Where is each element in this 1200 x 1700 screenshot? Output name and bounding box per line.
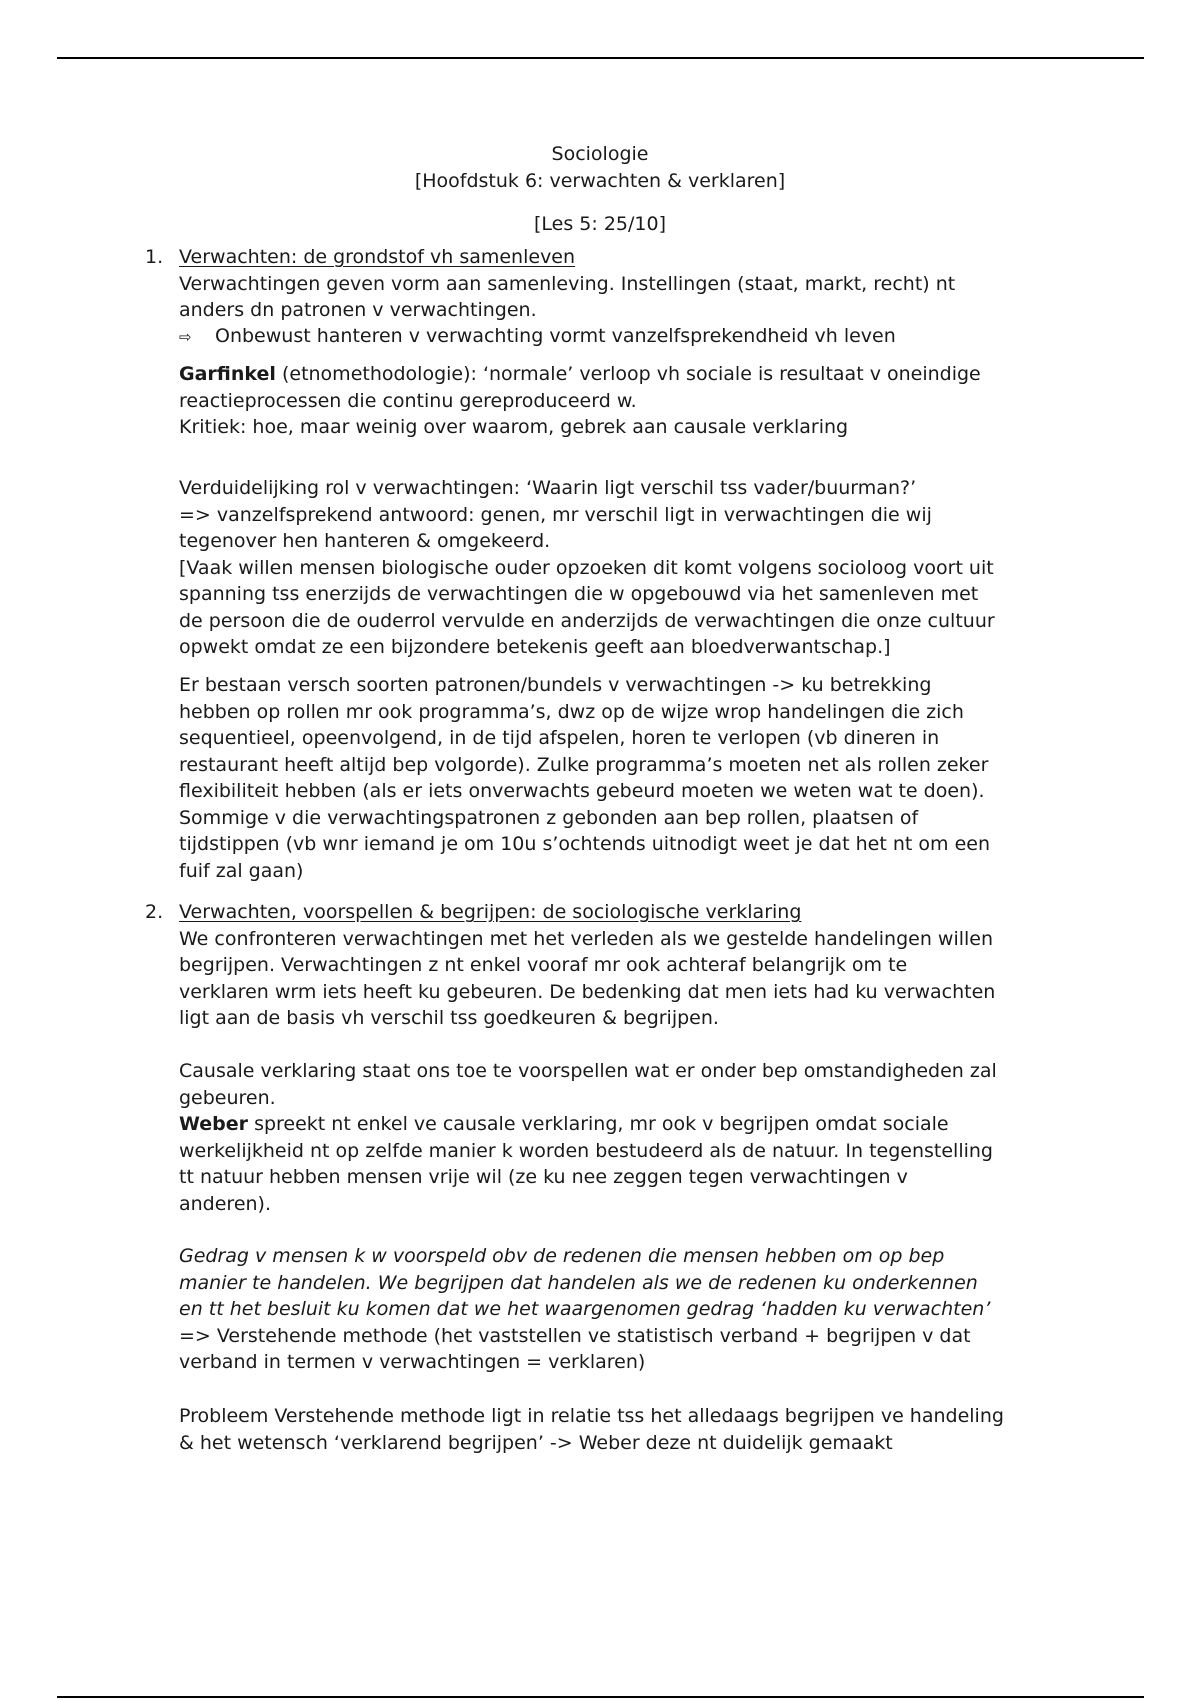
paragraph-line: reactieprocessen die continu gereproduceerd w. bbox=[179, 389, 637, 412]
section-2 bbox=[145, 899, 1079, 1032]
paragraph-line: (etnomethodologie): ‘normale’ verloop vh sociale is resultaat v oneindige bbox=[275, 363, 981, 385]
section-1 bbox=[145, 244, 1079, 324]
paragraph-line: hebben op rollen mr ook programma’s, dwz op de wijze wrop handelingen die zich bbox=[179, 700, 964, 723]
section-2-heading: Verwachten, voorspellen & begrijpen: de sociologische verklaring bbox=[179, 901, 802, 923]
italic-line: manier te handelen. We begrijpen dat handelen als we de redenen ku onderkennen bbox=[179, 1271, 978, 1294]
section-1-number: 1. bbox=[145, 246, 164, 268]
chapter-heading: [Hoofdstuk 6: verwachten & verklaren] bbox=[414, 170, 786, 192]
paragraph-line: gebeuren. bbox=[179, 1086, 276, 1109]
paragraph-line: verband in termen v verwachtingen = verklaren) bbox=[179, 1351, 646, 1373]
paragraph-line: Probleem Verstehende methode ligt in relatie tss het alledaags begrijpen ve handeling bbox=[179, 1405, 1004, 1427]
bottom-rule bbox=[57, 1696, 1144, 1698]
paragraph-line: tijdstippen (vb wnr iemand je om 10u s’ochtends uitnodigt weet je dat het nt om een bbox=[179, 833, 990, 855]
paragraph-line: [Vaak willen mensen biologische ouder opzoeken dit komt volgens socioloog voort uit bbox=[179, 556, 994, 579]
top-rule bbox=[57, 57, 1144, 59]
paragraph-line: => vanzelfsprekend antwoord: genen, mr verschil ligt in verwachtingen die wij bbox=[179, 503, 932, 526]
paragraph-line: restaurant heeft altijd bep volgorde). Zulke programma’s moeten net als rollen zeker bbox=[179, 753, 989, 776]
paragraph-line: de persoon die de ouderrol vervulde en anderzijds de verwachtingen die onze cultuur bbox=[179, 609, 995, 632]
paragraph-line: Er bestaan versch soorten patronen/bundels v verwachtingen -> ku betrekking bbox=[179, 674, 932, 696]
paragraph-line: flexibiliteit hebben (als er iets onverwachts gebeurd moeten we weten wat te doen). bbox=[179, 780, 985, 802]
paragraph-line: Kritiek: hoe, maar weinig over waarom, gebrek aan causale verklaring bbox=[179, 416, 849, 438]
paragraph-line: Verduidelijking rol v verwachtingen: ‘Waarin ligt verschil tss vader/buurman?’ bbox=[179, 477, 917, 499]
paragraph-line: werkelijkheid nt op zelfde manier k worden bestudeerd als de natuur. In tegenstelling bbox=[179, 1139, 993, 1162]
garfinkel-name: Garfinkel bbox=[179, 363, 276, 385]
paragraph-line: Sommige v die verwachtingspatronen z gebonden aan bep rollen, plaatsen of bbox=[179, 806, 919, 829]
italic-line: en tt het besluit ku komen dat we het waargenomen gedrag ‘hadden ku verwachten’ bbox=[179, 1298, 991, 1320]
soorten-paragraph bbox=[179, 672, 1079, 884]
probleem-paragraph bbox=[179, 1403, 1079, 1456]
paragraph-line: Causale verklaring staat ons toe te voorspellen wat er onder bep omstandigheden zal bbox=[179, 1060, 997, 1082]
italic-line: Gedrag v mensen k w voorspeld obv de redenen die mensen hebben om op bep bbox=[179, 1245, 945, 1267]
paragraph-line: ligt aan de basis vh verschil tss goedkeuren & begrijpen. bbox=[179, 1007, 719, 1029]
paragraph-line: sequentieel, opeenvolgend, in de tijd afspelen, horen te verlopen (vb dineren in bbox=[179, 727, 940, 749]
paragraph-line: fuif zal gaan) bbox=[179, 859, 304, 882]
paragraph-line: anders dn patronen v verwachtingen. bbox=[179, 299, 537, 321]
paragraph-line: Verwachtingen geven vorm aan samenleving. Instellingen (staat, markt, recht) nt bbox=[179, 272, 956, 295]
arrow-bullet bbox=[179, 323, 1079, 351]
paragraph-line: tegenover hen hanteren & omgekeerd. bbox=[179, 530, 551, 552]
weber-name: Weber bbox=[179, 1113, 249, 1135]
causaal-paragraph bbox=[179, 1058, 1079, 1217]
paragraph-line: opwekt omdat ze een bijzondere betekenis geeft aan bloedverwantschap.] bbox=[179, 636, 891, 658]
gedrag-paragraph bbox=[179, 1243, 1079, 1376]
rol-paragraph bbox=[179, 475, 1079, 661]
paragraph-line: verklaren wrm iets heeft ku gebeuren. De bedenking dat men iets had ku verwachten bbox=[179, 980, 996, 1003]
paragraph-line: => Verstehende methode (het vaststellen ve statistisch verband + begrijpen v dat bbox=[179, 1324, 971, 1347]
paragraph-line: begrijpen. Verwachtingen z nt enkel vooraf mr ook achteraf belangrijk om te bbox=[179, 954, 908, 976]
paragraph-line: & het wetensch ‘verklarend begrijpen’ -> Weber deze nt duidelijk gemaakt bbox=[179, 1431, 893, 1454]
document-title: Sociologie bbox=[551, 143, 649, 165]
arrow-right-icon: ⇨ bbox=[179, 328, 192, 346]
lesson-label: [Les 5: 25/10] bbox=[534, 213, 666, 235]
paragraph-line: anderen). bbox=[179, 1192, 272, 1215]
arrow-bullet-text: Onbewust hanteren v verwachting vormt vanzelfsprekendheid vh leven bbox=[215, 325, 896, 347]
paragraph-line: We confronteren verwachtingen met het verleden als we gestelde handelingen willen bbox=[179, 927, 994, 950]
paragraph-line: spanning tss enerzijds de verwachtingen die w opgebouwd via het samenleven met bbox=[179, 583, 979, 605]
paragraph-line: tt natuur hebben mensen vrije wil (ze ku nee zeggen tegen verwachtingen v bbox=[179, 1166, 908, 1188]
section-2-number: 2. bbox=[145, 901, 164, 923]
garfinkel-paragraph bbox=[179, 361, 1079, 441]
paragraph-line: spreekt nt enkel ve causale verklaring, mr ook v begrijpen omdat sociale bbox=[248, 1113, 949, 1135]
section-1-heading: Verwachten: de grondstof vh samenleven bbox=[179, 246, 576, 268]
